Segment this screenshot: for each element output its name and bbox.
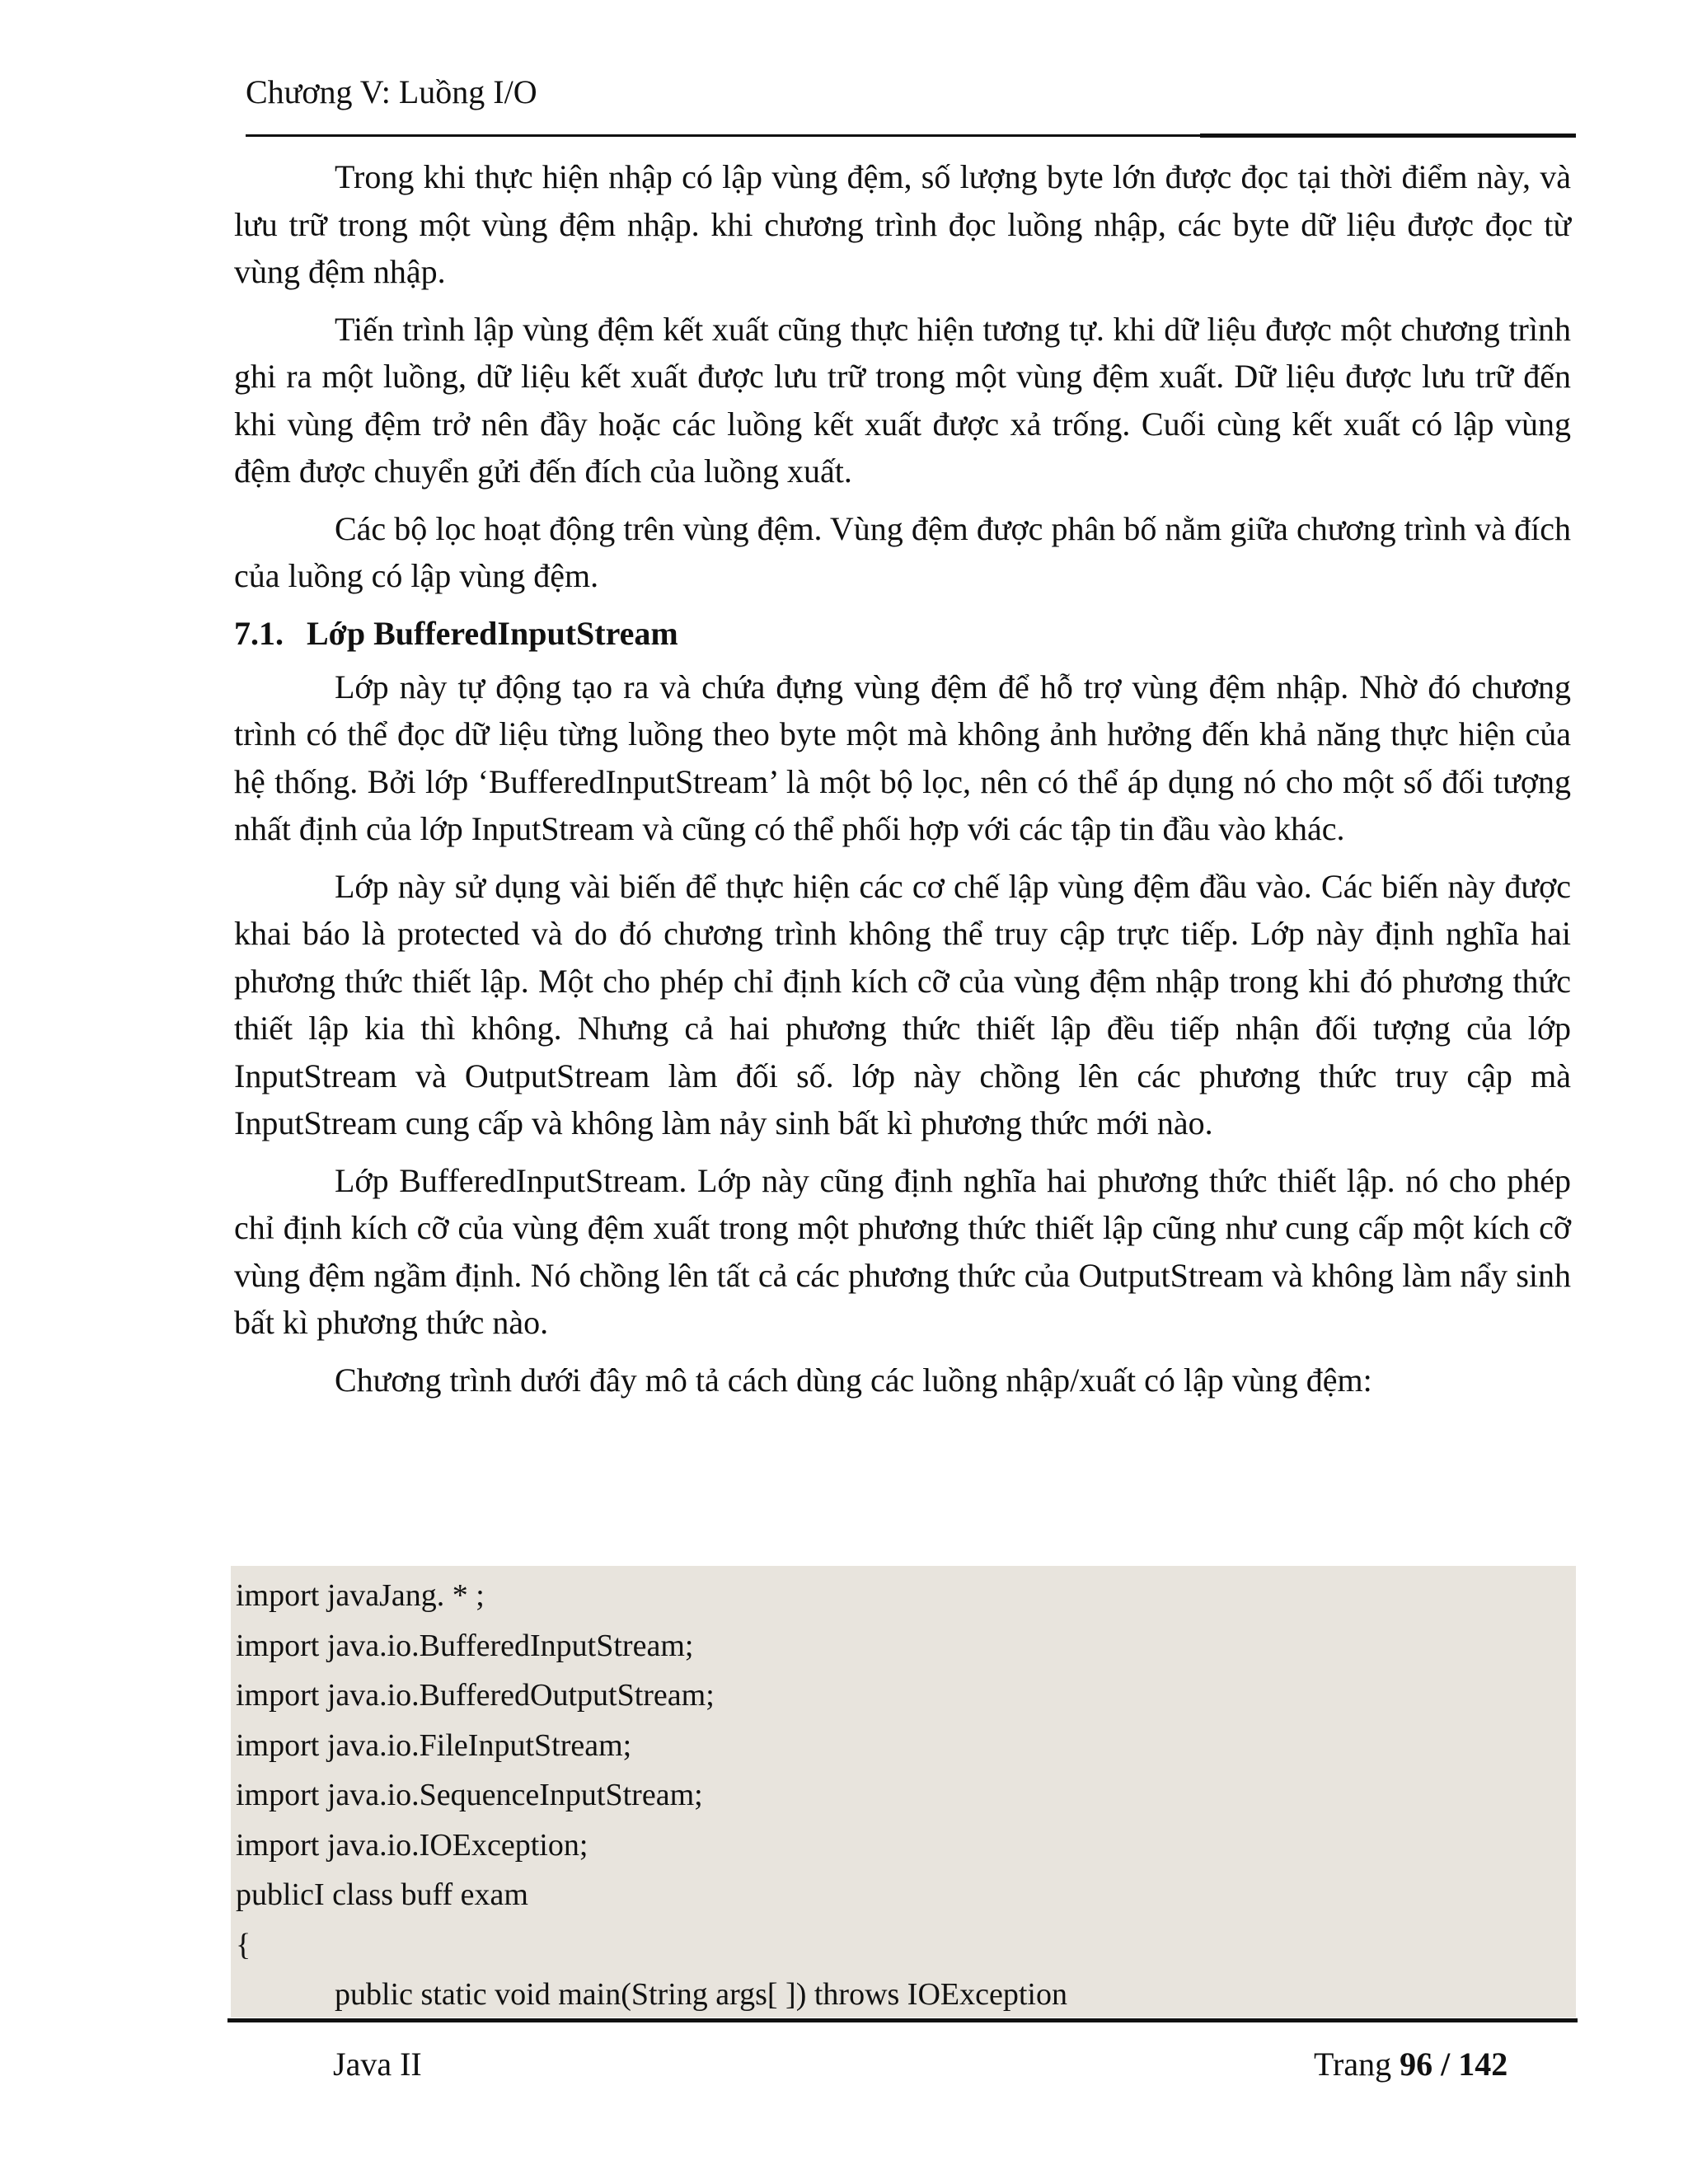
body-paragraph: Tiến trình lập vùng đệm kết xuất cũng thực hiện tương tự. khi dữ liệu được một chương trình ghi ra một luồng, dữ liệu kết xuất được lưu trữ trong một vùng đệm xuất. Dữ liệu được lưu trữ đến khi vùng đệm trở nên đầy hoặc các luồng kết xuất được xả trống. Cuối cùng kết xuất có lập vùng đệm được chuyển gửi đến đích của luồng xuất. — [234, 310, 1571, 490]
chapter-header-title: Chương V: Luồng I/O — [246, 73, 537, 110]
body-paragraph: Trong khi thực hiện nhập có lập vùng đệm, số lượng byte lớn được đọc tại thời điểm này, và lưu trữ trong một vùng đệm nhập. khi chương trình đọc luồng nhập, các byte dữ liệu được đọc từ vùng đệm nhập. — [234, 158, 1571, 290]
code-line: import java.io.BufferedOutputStream; — [236, 1678, 715, 1713]
body-paragraph: Lớp này tự động tạo ra và chứa đựng vùng đệm để hỗ trợ vùng đệm nhập. Nhờ đó chương trình có thể đọc dữ liệu từng luồng theo byte một mà không ảnh hưởng đến khả năng thực hiện của hệ thống. Bởi lớp ‘BufferedInputStream’ là một bộ lọc, nên có thể áp dụng nó cho một số đối tượng nhất định của lớp InputStream và cũng có thể phối hợp với các tập tin đầu vào khác. — [234, 668, 1571, 847]
code-line: import java.io.IOException; — [236, 1827, 588, 1863]
header-divider-accent — [1200, 134, 1576, 138]
code-intro-line: Chương trình dưới đây mô tả cách dùng các luồng nhập/xuất có lập vùng đệm: — [335, 1361, 1372, 1399]
code-line: import java.io.SequenceInputStream; — [236, 1778, 703, 1812]
body-paragraph: Các bộ lọc hoạt động trên vùng đệm. Vùng đệm được phân bố nằm giữa chương trình và đích của luồng có lập vùng đệm. — [234, 509, 1571, 594]
footer-divider — [227, 2018, 1578, 2022]
code-line: import javaJang. * ; — [236, 1578, 485, 1613]
page-total: 142 — [1458, 2046, 1508, 2083]
section-heading — [234, 610, 1571, 657]
body-paragraph: Lớp BufferedInputStream. Lớp này cũng định nghĩa hai phương thức thiết lập. nó cho phép chỉ định kích cỡ của vùng đệm xuất trong một phương thức thiết lập cũng như cung cấp một kích cỡ vùng đệm ngầm định. Nó chồng lên tất cả các phương thức của OutputStream và không làm nẩy sinh bất kì phương thức nào. — [234, 1161, 1571, 1341]
code-line: import java.io.BufferedInputStream; — [236, 1628, 694, 1663]
page-current: 96 — [1400, 2046, 1433, 2083]
footer-course-name: Java II — [333, 2046, 422, 2083]
footer-page-number — [1314, 2040, 1507, 2089]
code-line: { — [236, 1927, 251, 1962]
code-line: publicI class buff exam — [236, 1877, 528, 1912]
section-number: 7.1. — [234, 614, 284, 652]
code-line: import java.io.FileInputStream; — [236, 1727, 632, 1763]
body-content — [234, 153, 1571, 1410]
page-label: Trang — [1314, 2046, 1392, 2083]
body-paragraph: Lớp này sử dụng vài biến để thực hiện các cơ chế lập vùng đệm đầu vào. Các biến này được khai báo là protected và do đó chương trình không thể truy cập trực tiếp. Lớp này định nghĩa hai phương thức thiết lập. Một cho phép chỉ định kích cỡ của vùng đệm nhập trong khi đó phương thức thiết lập kia thì không. Nhưng cả hai phương thức thiết lập đều tiếp nhận đối tượng của lớp InputStream và OutputStream làm đối số. lớp này chồng lên các phương thức truy cập mà InputStream cung cấp và không làm nảy sinh bất kì phương thức mới nào. — [234, 867, 1571, 1141]
code-listing — [231, 1566, 1576, 2018]
code-line: public static void main(String args[ ]) throws IOException — [335, 1977, 1067, 2012]
page-separator: / — [1441, 2046, 1451, 2083]
section-title: Lớp BufferedInputStream — [307, 614, 678, 652]
